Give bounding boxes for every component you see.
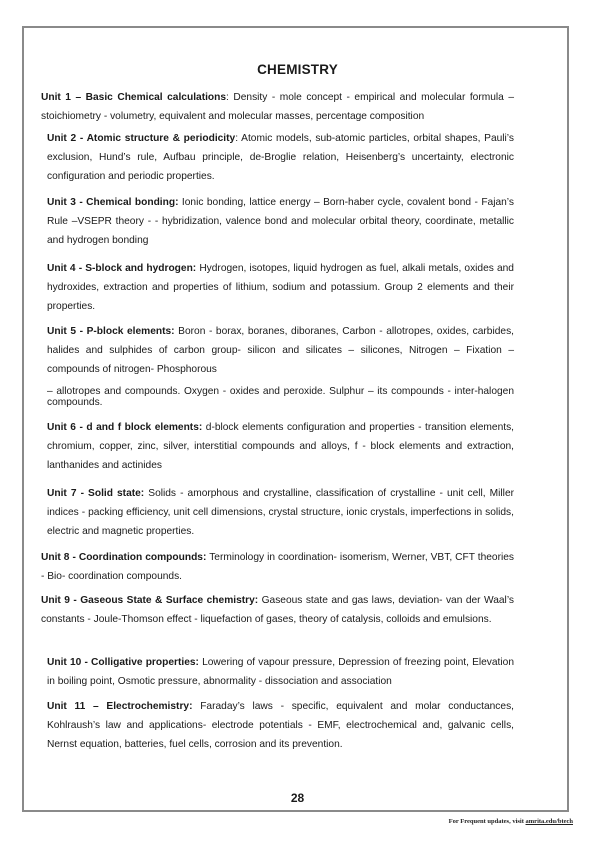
unit-11 bbox=[47, 697, 514, 754]
unit-5-text: Boron - borax, boranes, diboranes, Carbon - allotropes, oxides, carbides, halides and sulphides of carbon group- silicon and silicates – silicones, Nitrogen – Fixation – compounds of nitrogen- Phosphorous bbox=[47, 326, 514, 375]
unit-6-text: d-block elements configuration and properties - transition elements, chromium, copper, zinc, silver, interstitial compounds and alloys, f - block elements and extraction, lanthanides and actinides bbox=[47, 422, 514, 471]
unit-5 bbox=[47, 322, 514, 379]
unit-10-text: Lowering of vapour pressure, Depression of freezing point, Elevation in boiling point, Osmotic pressure, abnormality - dissociation and association bbox=[47, 657, 514, 687]
unit-7 bbox=[47, 484, 514, 541]
unit-1-label: Unit 1 – Basic Chemical calculations bbox=[41, 92, 227, 103]
unit-8-label: Unit 8 - Coordination compounds: bbox=[41, 552, 207, 563]
unit-11-label: Unit 11 – Electrochemistry: bbox=[47, 701, 193, 712]
footer-note bbox=[449, 818, 573, 825]
unit-4 bbox=[47, 259, 514, 316]
unit-9-label: Unit 9 - Gaseous State & Surface chemistry: bbox=[41, 595, 259, 606]
unit-3 bbox=[47, 193, 514, 250]
unit-2: Unit 2 - Atomic structure & periodicity: Atomic models, sub-atomic particles, orbital shapes, Pauli’s exclusion, Hund’s rule, Aufbau principle, de-Broglie relation, Heisenberg’s uncertainty, electronic configuration and periodic properties. bbox=[47, 133, 514, 182]
unit-6 bbox=[47, 418, 514, 475]
footer-link[interactable]: amrita.edu/btech bbox=[525, 818, 573, 825]
unit-10 bbox=[47, 653, 514, 691]
unit-2-text: Atomic models, sub-atomic particles, orbital shapes, Pauli’s exclusion, Hund’s rule, Aufbau principle, de-Broglie relation, Heisenberg’s uncertainty, electronic configuration and periodic properties. bbox=[47, 133, 514, 182]
unit-4-text: Hydrogen, isotopes, liquid hydrogen as fuel, alkali metals, oxides and hydroxides, extraction and properties of lithium, sodium and potassium. Group 2 elements and their properties. bbox=[47, 263, 514, 312]
unit-9-text: Gaseous state and gas laws, deviation- van der Waal’s constants - Joule-Thomson effect - liquefaction of gases, theory of catalysis, colloids and emulsions. bbox=[41, 595, 514, 625]
unit-1-text: Density - mole concept - empirical and molecular formula – stoichiometry - volumetry, equivalent and molecular masses, percentage composition bbox=[41, 92, 514, 122]
unit-5-continuation: – allotropes and compounds. Oxygen - oxides and peroxide. Sulphur – its compounds - inter-halogen compounds. bbox=[47, 386, 514, 408]
unit-6-label: Unit 6 - d and f block elements: bbox=[47, 422, 203, 433]
unit-3-text: Ionic bonding, lattice energy – Born-haber cycle, covalent bond - Fajan’s Rule –VSEPR theory - - hybridization, valence bond and molecular orbital theory, coordinate, metallic and hydrogen bonding bbox=[47, 197, 514, 246]
unit-9 bbox=[41, 591, 514, 629]
footer-prefix: For Frequent updates, visit bbox=[448, 818, 526, 825]
page-title: CHEMISTRY bbox=[257, 62, 338, 77]
unit-7-text: Solids - amorphous and crystalline, classification of crystalline - unit cell, Miller indices - packing efficiency, unit cell dimensions, crystal structure, ionic crystals, imperfections in solids, electric and magnetic properties. bbox=[47, 488, 515, 537]
unit-11-text: Faraday’s laws - specific, equivalent and molar conductances, Kohlraush’s law and applications- electrode potentials - EMF, electrochemical and, galvanic cells, Nernst equation, batteries, fuel cells, corrosion and its prevention. bbox=[47, 701, 514, 750]
unit-8-text: Terminology in coordination- isomerism, Werner, VBT, CFT theories - Bio- coordination compounds. bbox=[41, 552, 515, 582]
unit-3-label: Unit 3 - Chemical bonding: bbox=[47, 197, 179, 208]
unit-2-label: Unit 2 - Atomic structure & periodicity bbox=[47, 133, 236, 144]
unit-10-label: Unit 10 - Colligative properties: bbox=[47, 657, 199, 668]
unit-8 bbox=[41, 548, 514, 586]
unit-4-label: Unit 4 - S-block and hydrogen: bbox=[47, 263, 197, 274]
unit-5-label: Unit 5 - P-block elements: bbox=[47, 326, 175, 337]
unit-1: Unit 1 – Basic Chemical calculations: Density - mole concept - empirical and molecular formula – stoichiometry - volumetry, equivalent and molecular masses, percentage composition bbox=[41, 92, 514, 122]
unit-7-label: Unit 7 - Solid state: bbox=[47, 488, 145, 499]
page-number: 28 bbox=[290, 791, 305, 805]
